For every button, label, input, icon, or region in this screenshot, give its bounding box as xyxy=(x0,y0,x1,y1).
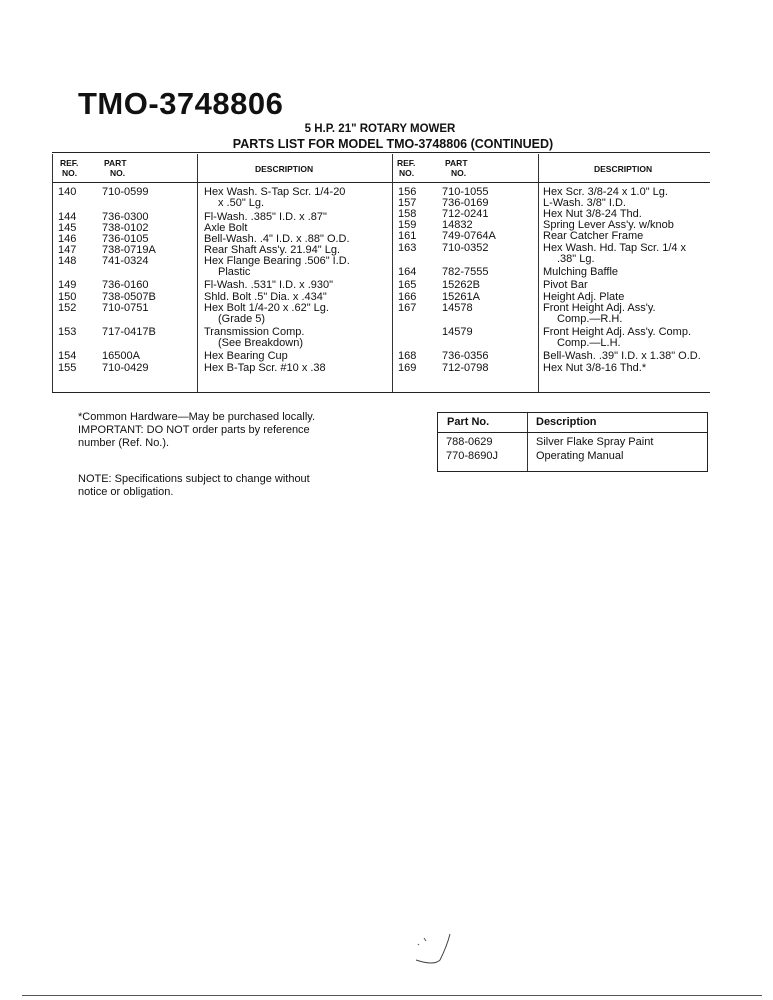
part-description: Hex Bearing Cup xyxy=(204,350,288,362)
part-no: 736-0169 xyxy=(442,197,489,209)
header-ref-no-right: REF. NO. xyxy=(397,158,416,178)
part-description: Hex B-Tap Scr. #10 x .38 xyxy=(204,362,326,374)
part-description: Hex Nut 3/8-24 Thd. xyxy=(543,208,642,220)
part-description: (See Breakdown) xyxy=(218,337,303,349)
ref-no: 161 xyxy=(398,230,417,242)
part-no: 741-0324 xyxy=(102,255,149,267)
extra-part-no: 770-8690J xyxy=(446,450,498,462)
ref-no: 146 xyxy=(58,233,77,245)
part-description: Comp.—R.H. xyxy=(557,313,623,325)
table-bottom-rule xyxy=(52,392,710,393)
ref-no: 164 xyxy=(398,266,417,278)
ref-no: 156 xyxy=(398,186,417,198)
part-no: 738-0719A xyxy=(102,244,156,256)
extra-parts-table xyxy=(437,412,708,472)
handwritten-mark xyxy=(404,930,464,970)
box-divider xyxy=(527,413,528,471)
part-description: Rear Shaft Ass'y. 21.94" Lg. xyxy=(204,244,341,256)
ref-no: 145 xyxy=(58,222,77,234)
parts-list-heading: PARTS LIST FOR MODEL TMO-3748806 (CONTINUED) xyxy=(232,137,554,151)
part-description: .38" Lg. xyxy=(557,253,595,265)
part-no: 710-1055 xyxy=(442,186,489,198)
part-no: 710-0599 xyxy=(102,186,149,198)
part-description: Shld. Bolt .5" Dia. x .434" xyxy=(204,291,327,303)
part-no: 782-7555 xyxy=(442,266,489,278)
part-description: Hex Scr. 3/8-24 x 1.0" Lg. xyxy=(543,186,668,198)
part-no: 16500A xyxy=(102,350,140,362)
part-description: Fl-Wash. .531" I.D. x .930" xyxy=(204,279,334,291)
ref-no: 163 xyxy=(398,242,417,254)
ref-no: 167 xyxy=(398,302,417,314)
part-no: 749-0764A xyxy=(442,230,496,242)
ref-no: 165 xyxy=(398,279,417,291)
part-description: Pivot Bar xyxy=(543,279,588,291)
part-description: Plastic xyxy=(218,266,251,278)
ref-no: 140 xyxy=(58,186,77,198)
header-part-no: PART NO. xyxy=(104,158,127,178)
part-description: Spring Lever Ass'y. w/knob xyxy=(543,219,674,231)
ref-no: 168 xyxy=(398,350,417,362)
extra-parts-header-description: Description xyxy=(536,416,597,428)
part-no: 14832 xyxy=(442,219,473,231)
ref-no: 147 xyxy=(58,244,77,256)
part-no: 736-0356 xyxy=(442,350,489,362)
header-part-no-right: PART NO. xyxy=(445,158,468,178)
table-header-rule xyxy=(52,182,710,183)
part-description: Bell-Wash. .39" I.D. x 1.38" O.D. xyxy=(543,350,701,362)
common-hardware-note: *Common Hardware—May be purchased locally. IMPORTANT: DO NOT order parts by reference number (Ref. No.). xyxy=(78,411,316,449)
part-no: 712-0798 xyxy=(442,362,489,374)
part-description: Hex Flange Bearing .506" I.D. xyxy=(204,255,350,267)
ref-no: 149 xyxy=(58,279,77,291)
ref-no: 157 xyxy=(398,197,417,209)
part-description: Comp.—L.H. xyxy=(557,337,621,349)
part-no: 710-0352 xyxy=(442,242,489,254)
part-no: 14578 xyxy=(442,302,473,314)
extra-part-no: 788-0629 xyxy=(446,436,493,448)
part-description: Mulching Baffle xyxy=(543,266,619,278)
part-description: Height Adj. Plate xyxy=(543,291,625,303)
part-no: 15261A xyxy=(442,291,480,303)
ref-no: 159 xyxy=(398,219,417,231)
part-description: Front Height Adj. Ass'y. Comp. xyxy=(543,326,692,338)
header-description: DESCRIPTION xyxy=(255,164,314,174)
part-no: 710-0751 xyxy=(102,302,149,314)
part-no: 15262B xyxy=(442,279,480,291)
part-no: 736-0160 xyxy=(102,279,149,291)
part-description: Hex Bolt 1/4-20 x .62" Lg. xyxy=(204,302,329,314)
header-description-right: DESCRIPTION xyxy=(594,164,653,174)
part-description: Fl-Wash. .385" I.D. x .87" xyxy=(204,211,327,223)
table-left-rule xyxy=(52,154,53,392)
part-no: 736-0300 xyxy=(102,211,149,223)
part-description: Rear Catcher Frame xyxy=(543,230,644,242)
ref-no: 152 xyxy=(58,302,77,314)
ref-no: 155 xyxy=(58,362,77,374)
part-no: 738-0102 xyxy=(102,222,149,234)
part-description: (Grade 5) xyxy=(218,313,266,325)
part-description: Axle Bolt xyxy=(204,222,248,234)
table-divider xyxy=(392,154,393,392)
ref-no: 150 xyxy=(58,291,77,303)
part-description: Transmission Comp. xyxy=(204,326,305,338)
part-description: L-Wash. 3/8" I.D. xyxy=(543,197,626,209)
part-description: Hex Wash. Hd. Tap Scr. 1/4 x xyxy=(543,242,687,254)
ref-no: 158 xyxy=(398,208,417,220)
part-no: 14579 xyxy=(442,326,473,338)
part-no: 736-0105 xyxy=(102,233,149,245)
part-description: Hex Nut 3/8-16 Thd.* xyxy=(543,362,647,374)
table-divider xyxy=(197,154,198,392)
specifications-note: NOTE: Specifications subject to change without notice or obligation. xyxy=(78,473,310,498)
part-description: Hex Wash. S-Tap Scr. 1/4-20 xyxy=(204,186,346,198)
ref-no: 169 xyxy=(398,362,417,374)
box-header-rule xyxy=(438,432,707,433)
table-divider xyxy=(538,154,539,392)
parts-table xyxy=(52,152,710,393)
extra-part-desc: Operating Manual xyxy=(536,450,624,462)
ref-no: 166 xyxy=(398,291,417,303)
ref-no: 148 xyxy=(58,255,77,267)
part-no: 712-0241 xyxy=(442,208,489,220)
extra-part-desc: Silver Flake Spray Paint xyxy=(536,436,654,448)
part-no: 738-0507B xyxy=(102,291,156,303)
page-title: TMO-3748806 xyxy=(78,86,284,121)
part-no: 710-0429 xyxy=(102,362,149,374)
ref-no: 153 xyxy=(58,326,77,338)
page-bottom-rule xyxy=(22,995,762,996)
model-subtitle: 5 H.P. 21" ROTARY MOWER xyxy=(304,123,456,135)
ref-no: 154 xyxy=(58,350,77,362)
table-top-rule xyxy=(52,152,710,153)
header-ref-no: REF. NO. xyxy=(60,158,79,178)
ref-no: 144 xyxy=(58,211,77,223)
part-description: x .50" Lg. xyxy=(218,197,265,209)
part-no: 717-0417B xyxy=(102,326,156,338)
part-description: Front Height Adj. Ass'y. xyxy=(543,302,656,314)
extra-parts-header-part: Part No. xyxy=(447,416,490,428)
part-description: Bell-Wash. .4" I.D. x .88" O.D. xyxy=(204,233,350,245)
